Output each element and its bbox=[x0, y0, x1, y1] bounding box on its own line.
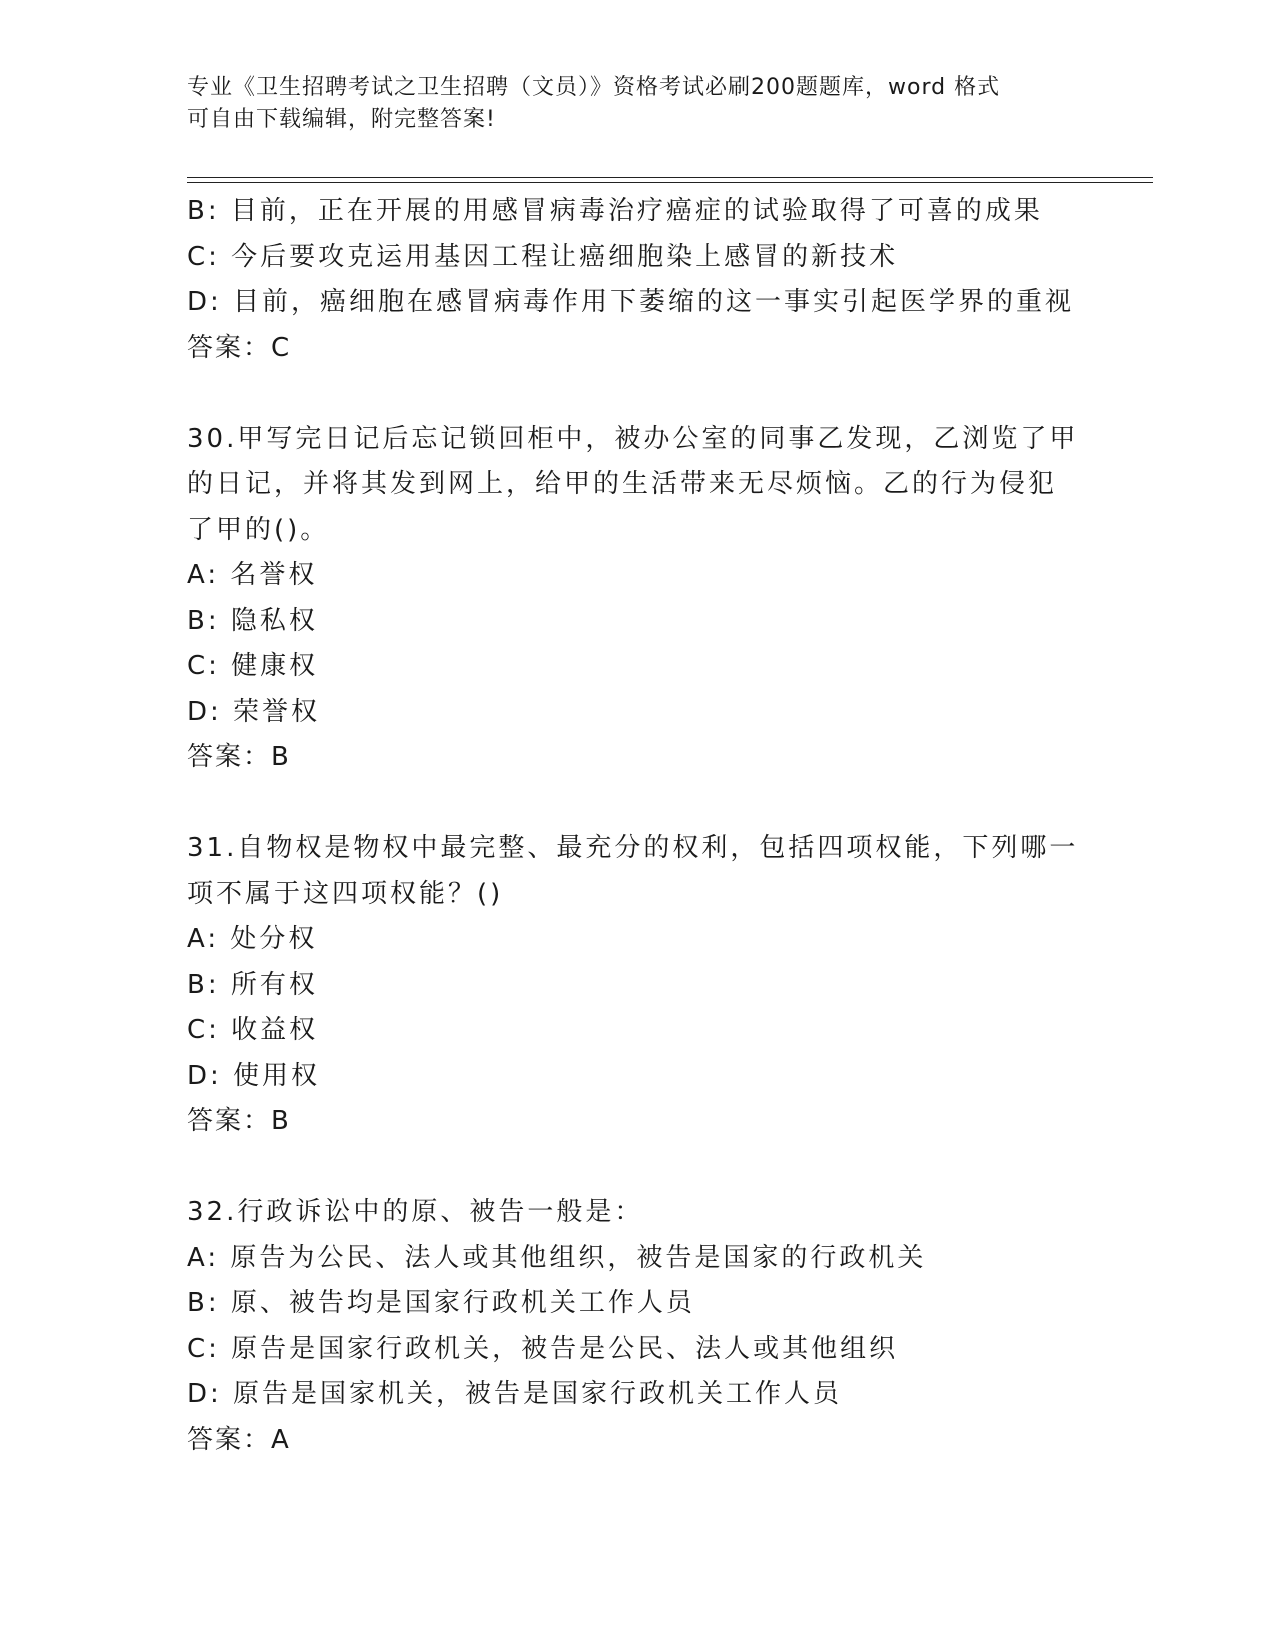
option-d: D: 荣誉权 bbox=[187, 696, 321, 727]
option-b: B: 所有权 bbox=[187, 969, 318, 1000]
document-header bbox=[187, 72, 1067, 136]
answer-line: 答案：B bbox=[187, 1106, 291, 1136]
question-30 bbox=[187, 417, 1087, 781]
option-c: C: 收益权 bbox=[187, 1015, 319, 1045]
option-d: D: 原告是国家机关，被告是国家行政机关工作人员 bbox=[187, 1379, 843, 1409]
question-stem-line: 30.甲写完日记后忘记锁回柜中，被办公室的同事乙发现，乙浏览了甲 bbox=[187, 423, 1079, 454]
spacer bbox=[187, 1145, 1087, 1191]
option-b: B: 原、被告均是国家行政机关工作人员 bbox=[187, 1288, 695, 1318]
spacer bbox=[187, 371, 1087, 417]
question-32 bbox=[187, 1190, 1087, 1463]
option-d: D: 使用权 bbox=[187, 1060, 321, 1091]
option-a: A: 名誉权 bbox=[187, 560, 318, 590]
question-stem-line: 32.行政诉讼中的原、被告一般是： bbox=[187, 1197, 644, 1227]
header-title-line-1: 专业《卫生招聘考试之卫生招聘（文员）》资格考试必刷200题题库，word 格式 bbox=[187, 75, 1001, 100]
header-divider-bottom bbox=[187, 182, 1153, 183]
question-31 bbox=[187, 826, 1087, 1145]
header-title-line-2: 可自由下载编辑，附完整答案! bbox=[187, 107, 496, 132]
header-divider-top bbox=[187, 177, 1153, 178]
option-d: D: 目前，癌细胞在感冒病毒作用下萎缩的这一事实引起医学界的重视 bbox=[187, 287, 1075, 317]
option-c: C: 健康权 bbox=[187, 651, 319, 681]
question-stem-line: 了甲的()。 bbox=[187, 514, 330, 545]
option-c: C: 原告是国家行政机关，被告是公民、法人或其他组织 bbox=[187, 1333, 899, 1364]
answer-line: 答案：B bbox=[187, 742, 291, 772]
question-29-continuation bbox=[187, 189, 1087, 371]
question-stem-line: 项不属于这四项权能？() bbox=[187, 878, 504, 909]
option-b: B: 隐私权 bbox=[187, 605, 318, 636]
spacer bbox=[187, 781, 1087, 827]
option-c: C: 今后要攻克运用基因工程让癌细胞染上感冒的新技术 bbox=[187, 241, 899, 272]
option-a: A: 处分权 bbox=[187, 924, 318, 954]
option-a: A: 原告为公民、法人或其他组织，被告是国家的行政机关 bbox=[187, 1242, 927, 1273]
question-content bbox=[187, 189, 1087, 1463]
option-b: B: 目前，正在开展的用感冒病毒治疗癌症的试验取得了可喜的成果 bbox=[187, 196, 1043, 226]
answer-line: 答案：A bbox=[187, 1424, 291, 1455]
question-stem-line: 的日记，并将其发到网上，给甲的生活带来无尽烦恼。乙的行为侵犯 bbox=[187, 469, 1058, 499]
question-stem-line: 31.自物权是物权中最完整、最充分的权利，包括四项权能，下列哪一 bbox=[187, 833, 1079, 863]
answer-line: 答案：C bbox=[187, 332, 292, 363]
